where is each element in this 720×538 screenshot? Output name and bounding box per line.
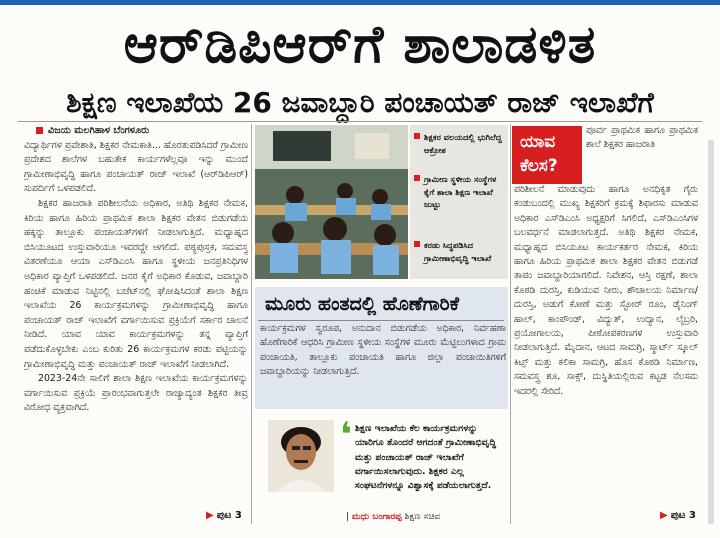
bullet-item bbox=[414, 239, 506, 264]
left-paragraph-3: 2023-24ನೇ ಸಾಲಿಗೆ ಶಾಲಾ ಶಿಕ್ಷಣ ಇಲಾಖೆಯ ಕಾರ್ಯಕ್ರಮಗಳನ್ನು ವರ್ಗಾಯಿಸುವ ಪ್ರಕ್ರಿಯೆ ಪ್ರಾರಂಭವಾಗುತ್ತಲೇ ರಾಜ್ಯಾದ್ಯಂತ ಶಿಕ್ಷಕರ ತೀವ್ರ ವಿರೋಧ ವ್ಯಕ್ತವಾಗಿದೆ. bbox=[24, 373, 248, 414]
left-paragraph-1: ವಿದ್ಯಾರ್ಥಿಗಳ ಪ್ರವೇಶಾತಿ, ಶಿಕ್ಷಕರ ನೇಮಕಾತಿ... ಹೊರತುಪಡಿಸಿದರೆ ಗ್ರಾಮೀಣ ಪ್ರದೇಶದ ಶಾಲೆಗಳ ಬಹುತೇಕ ಕಾರ್ಯಗಳೆಲ್ಲವೂ ಇನ್ನು ಮುಂದೆ ಗ್ರಾಮೀಣಾಭಿವೃದ್ಧಿ ಹಾಗೂ ಪಂಚಾಯತ್ ರಾಜ್ ಇಲಾಖೆ (ಆರ್‌ಡಿಪಿಆರ್) ಸುಪರ್ದಿಗೆ ಒಳಪಡಲಿದೆ. bbox=[24, 139, 248, 195]
triangle-icon: ▶ bbox=[206, 510, 214, 521]
subheadline: ಶಿಕ್ಷಣ ಇಲಾಖೆಯ 26 ಜವಾಬ್ದಾರಿ ಪಂಚಾಯತ್ ರಾಜ್ ಇಲಾಖೆಗೆ bbox=[66, 86, 654, 119]
section-tag bbox=[512, 126, 582, 184]
left-paragraph-2: ಶಿಕ್ಷಕರ ಹಾಜರಾತಿ ಪರಿಶೀಲನೆಯ ಅಧಿಕಾರ, ಅತಿಥಿ ಶಿಕ್ಷಕರ ನೇಮಕ, ಕಿರಿಯ ಹಾಗೂ ಹಿರಿಯ ಪ್ರಾಥಮಿಕ ಶಾಲಾ ಶಿಕ್ಷಕರ ವೇತನ ಬಿಡುಗಡೆಯ ಹಕ್ಕನ್ನು ತಾಲ್ಲೂಕು ಪಂಚಾಯತ್‌ಗಳಿಗೆ ನೀಡಲಾಗುತ್ತಿದೆ. ಮಧ್ಯಾಹ್ನದ ಬಿಸಿಯೂಟದ ಉಸ್ತುವಾರಿಯೂ ಇವರದ್ದೇ ಆಗಲಿದೆ. ಪಠ್ಯಪುಸ್ತಕ, ಸಮವಸ್ತ್ರ ವಿತರಣೆಯೂ ಆಯಾ ಎಸ್‌ಡಿಎಂಸಿ ಹಾಗೂ ಸ್ಥಳೀಯ ಜನಪ್ರತಿನಿಧಿಗಳ ಅಧಿಕಾರ ವ್ಯಾಪ್ತಿಗೆ ಒಳಪಡಲಿದೆ. ಜನರ ಕೈಗೆ ಅಧಿಕಾರ ಕೊಡುವ, ಜವಾಬ್ದಾರಿ ಹಂಚಿಕೆ ಮಾಡುವ ನಿಟ್ಟಿನಲ್ಲಿ ಬಜೆಟ್‌ನಲ್ಲಿ ಘೋಷಿಸಿದಂತೆ ಶಾಲಾ ಶಿಕ್ಷಣ ಇಲಾಖೆಯ 26 ಕಾರ್ಯಕ್ರಮಗಳನ್ನು ಗ್ರಾಮೀಣಾಭಿವೃದ್ಧಿ ಹಾಗೂ ಪಂಚಾಯತ್ ರಾಜ್ ಇಲಾಖೆಗೆ ವರ್ಗಾಯಿಸುವ ಪ್ರಕ್ರಿಯೆಗೆ ಸರ್ಕಾರ ಚಾಲನೆ ನೀಡಿದೆ. ಯಾವ ಯಾವ ಕಾರ್ಯಕ್ರಮಗಳನ್ನು ತನ್ನ ವ್ಯಾಪ್ತಿಗೆ ಪಡೆದುಕೊಳ್ಳಬೇಕು ಎಂಬ ಕುರಿತು 26 ಕಾರ್ಯಕ್ರಮಗಳ ಕರಡು ಪಟ್ಟಿಯನ್ನು ಗ್ರಾಮೀಣಾಭಿವೃದ್ಧಿ ಮತ್ತು ಪಂಚಾಯತ್ ರಾಜ್ ಇಲಾಖೆಗೆ ನೀಡಲಾಗಿದೆ. bbox=[24, 197, 248, 370]
byline bbox=[24, 124, 248, 139]
quote-attribution: | ಮಧು ಬಂಗಾರಪ್ಪ ಶಿಕ್ಷಣ ಸಚಿವ bbox=[346, 512, 441, 522]
quote-mark-icon: ❛ bbox=[340, 415, 352, 455]
portrait-illustration bbox=[268, 420, 334, 492]
tag-line-2: ಕೆಲಸ? bbox=[520, 156, 558, 176]
column-divider bbox=[510, 124, 511, 524]
right-body-text: ಪರಿಶೀಲನೆ ಮಾಡುವುದು ಹಾಗೂ ಅನಧಿಕೃತ ಗೈರು ಕಂಡುಬಂದಲ್ಲಿ ಮುಖ್ಯ ಶಿಕ್ಷಕರಿಗೆ ಕ್ರಮಕ್ಕೆ ಶಿಫಾರಸು ಮಾಡುವ ಅಧಿಕಾರ ಎಸ್‌ಡಿಎಂಸಿ ಅಧ್ಯಕ್ಷರಿಗೆ ಸಿಗಲಿದೆ, ಎಸ್‌ಡಿಎಂಸಿಗಳ ಬಲವರ್ಧನೆ ಮಾಡಲಾಗುತ್ತದೆ. ಅತಿಥಿ ಶಿಕ್ಷಕರ ನೇಮಕ, ಮಧ್ಯಾಹ್ನದ ಬಿಸಿಯೂಟ ಕಾರ್ಯಕರ್ತರ ನೇಮಕ, ಕಿರಿಯ ಹಾಗೂ ಹಿರಿಯ ಪ್ರಾಥಮಿಕ ಶಾಲಾ ಶಿಕ್ಷಕರ ವೇತನ ಬಿಡುಗಡೆ ತಾಪಂ ಜವಾಬ್ದಾರಿಯಾಗಲಿದೆ. ನಿವೇಶನ, ಆಸ್ತಿ ರಕ್ಷಣೆ, ಶಾಲಾ ಕೊಠಡಿ ದುರಸ್ತಿ, ಕುಡಿಯುವ ನೀರು, ಶೌಚಾಲಯ ನಿರ್ಮಾಣ/ದುರಸ್ತಿ, ಅಡುಗೆ ಕೋಣೆ ಮತ್ತು ಸ್ಟೋರ್ ರೂಂ, ಡೈನಿಂಗ್ ಹಾಲ್, ಕಾಂಪೌಂಡ್, ವಿದ್ಯುತ್, ಉದ್ಯಾನ, ಲೈಬ್ರರಿ, ಪ್ರಯೋಗಾಲಯ, ಪೀಠೋಪಕರಣಗಳ ಉಸ್ತುವಾರಿ ನೀಡಲಾಗುತ್ತಿದೆ. ಮೈದಾನ, ಆಟದ ಸಾಮಗ್ರಿ, ಸ್ಮಾರ್ಟ್ ಸ್ಕೂಲ್ ಕಿಟ್ಸ್ ಮತ್ತು ಕಲಿಕಾ ಸಾಮಗ್ರಿ, ಹೊಸ ಕೊಠಡಿ ನಿರ್ಮಾಣ, ಸಮವಸ್ತ್ರ ಶೂ, ಸಾಕ್ಸ್, ದುಸ್ಥಿತಿಯಲ್ಲಿರುವ ಕಟ್ಟಡ ನೆಲಸಮ ಇದರಲ್ಲಿ ಸೇರಿದೆ. bbox=[514, 184, 698, 397]
center-article-title: ಮೂರು ಹಂತದಲ್ಲಿ ಹೊಣೆಗಾರಿಕೆ bbox=[265, 293, 460, 315]
bullet-square-icon bbox=[414, 175, 420, 181]
bullet-text: ಶಿಕ್ಷಕರ ವಲಯದಲ್ಲಿ ಭುಗಿಲೆದ್ದ ಆಕ್ರೋಶ bbox=[424, 132, 502, 155]
bullet-square-icon bbox=[414, 241, 420, 247]
headline: ಆರ್‌ಡಿಪಿಆರ್‌ಗೆ ಶಾಲಾಡಳಿತ bbox=[123, 15, 597, 75]
tag-line-1: ಯಾವ bbox=[520, 132, 556, 152]
right-intro-text: ಪೂರ್ವ ಪ್ರಾಥಮಿಕ ಹಾಗೂ ಪ್ರಾಥಮಿಕ ಶಾಲೆ ಶಿಕ್ಷಕರ ಹಾಜರಾತಿ bbox=[586, 125, 698, 151]
bullet-square-icon bbox=[414, 133, 420, 139]
quote-paragraph: ಶಿಕ್ಷಣ ಇಲಾಖೆಯ ಕೆಲ ಕಾರ್ಯಕ್ರಮಗಳನ್ನು ಯಾರಿಗೂ ತೊಂದರೆ ಆಗದಂತೆ ಗ್ರಾಮೀಣಾಭಿವೃದ್ಧಿ ಮತ್ತು ಪಂಚಾಯತ್ ರಾಜ್ ಇಲಾಖೆಗೆ ವರ್ಗಾಯಿಸಲಾಗುವುದು. ಶಿಕ್ಷಕರ ಎಲ್ಲ ಸಂಘಟನೆಗಳನ್ನೂ ವಿಶ್ವಾಸಕ್ಕೆ ಪಡೆಯಲಾಗುತ್ತದೆ. bbox=[355, 423, 496, 492]
center-title-rule bbox=[258, 320, 504, 321]
bullet-text: ಗ್ರಾಮೀಣ ಸ್ಥಳೀಯ ಸಂಸ್ಥೆಗಳ ಕೈಗೆ ಶಾಲಾ ಶಿಕ್ಷಣ ಇಲಾಖೆ ಜುಟ್ಟು bbox=[424, 174, 497, 210]
center-article-text bbox=[260, 322, 506, 380]
right-continued-marker bbox=[660, 510, 696, 521]
minister-portrait bbox=[268, 420, 334, 492]
right-article-intro bbox=[586, 124, 698, 153]
left-continued-text: ಪುಟ 3 bbox=[216, 510, 242, 521]
right-continued-text: ಪುಟ 3 bbox=[670, 510, 696, 521]
bullet-square-icon bbox=[36, 127, 43, 134]
quote-role: ಶಿಕ್ಷಣ ಸಚಿವ bbox=[404, 512, 441, 522]
quote-text bbox=[355, 422, 505, 493]
bullet-text: ಕರಡು ಸಿದ್ಧಪಡಿಸಿದ ಗ್ರಾಮೀಣಾಭಿವೃದ್ಧಿ ಇಲಾಖೆ bbox=[424, 240, 492, 263]
left-article bbox=[24, 124, 248, 524]
page-edge-shadow bbox=[708, 140, 714, 524]
header-rule bbox=[18, 121, 702, 122]
quote-name: ಮಧು ಬಂಗಾರಪ್ಪ bbox=[351, 512, 402, 522]
left-continued-marker bbox=[206, 510, 242, 521]
top-color-bar bbox=[0, 0, 720, 5]
bullet-points-box bbox=[410, 125, 508, 279]
bullet-item bbox=[414, 131, 506, 156]
triangle-icon: ▶ bbox=[660, 510, 668, 521]
column-divider bbox=[251, 124, 252, 524]
bullet-item bbox=[414, 173, 506, 211]
classroom-photo bbox=[255, 125, 408, 279]
center-article-paragraph: ಕಾರ್ಯಕ್ರಮಗಳ ಸ್ವರೂಪ, ಅನುದಾನ ಬಿಡುಗಡೆಯ ಅಧಿಕಾರ, ನಿರ್ವಹಣಾ ಹೊಣೆಗಾರಿಕೆ ಆಧರಿಸಿ ಗ್ರಾಮೀಣ ಸ್ಥಳೀಯ ಸಂಸ್ಥೆಗಳ ಮೂರು ಮೆಟ್ಟಿಲುಗಳಾದ ಗ್ರಾಮ ಪಂಚಾಯತಿ, ತಾಲ್ಲೂಕು ಪಂಚಾಯತಿ ಹಾಗೂ ಜಿಲ್ಲಾ ಪಂಚಾಯಿತಿಗಳಿಗೆ ಜವಾಬ್ದಾರಿಯನ್ನು ನೀಡಲಾಗುತ್ತಿದೆ. bbox=[260, 323, 506, 378]
right-article-body bbox=[514, 183, 698, 513]
classroom-illustration bbox=[255, 125, 408, 279]
byline-text: ವಿಜಯ ಮಲಗಿಹಾಳ ಬೆಂಗಳೂರು bbox=[48, 125, 150, 136]
